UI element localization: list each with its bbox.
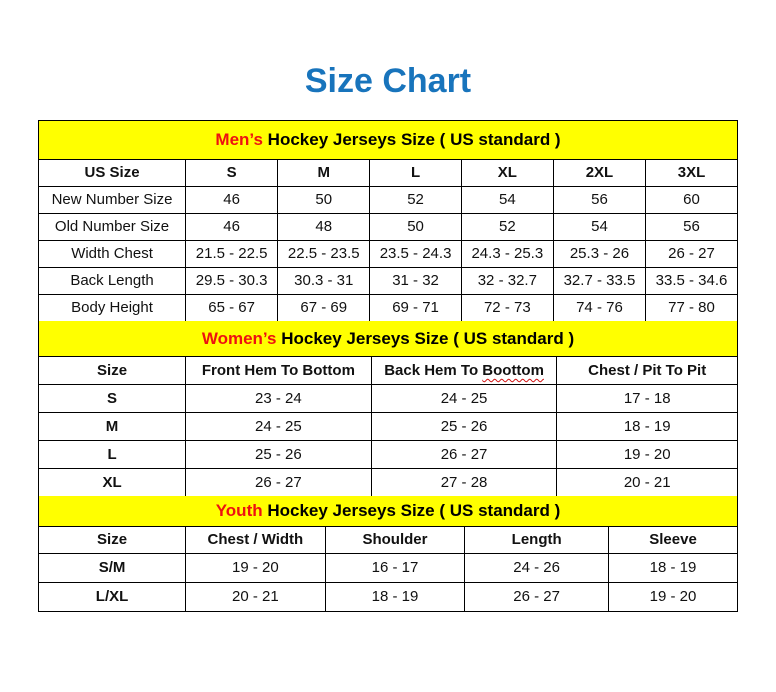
page-title: Size Chart: [304, 62, 472, 100]
youth-section-title: Hockey Jerseys Size ( US standard ): [262, 501, 561, 520]
youth-row-label: L/XL: [39, 582, 186, 611]
mens-column-header-3: L: [370, 160, 461, 186]
youth-row-l-xl: [39, 582, 737, 611]
womens-value-cell: 19 - 20: [557, 440, 737, 468]
youth-value-cell: 18 - 19: [609, 553, 737, 582]
mens-value-cell: 23.5 - 24.3: [370, 240, 461, 267]
mens-value-cell: 50: [370, 213, 461, 240]
womens-column-header-2: Back Hem To Boottom: [371, 357, 557, 384]
womens-row-label: L: [39, 440, 186, 468]
womens-column-header-3: Chest / Pit To Pit: [557, 357, 737, 384]
misspelled-word-squiggle: Boottom: [482, 361, 544, 379]
youth-column-header-3: Length: [465, 527, 609, 553]
mens-value-cell: 32.7 - 33.5: [553, 267, 645, 294]
mens-row-label: New Number Size: [39, 186, 186, 213]
womens-row-l: [39, 440, 737, 468]
mens-value-cell: 60: [646, 186, 737, 213]
womens-value-cell: 27 - 28: [371, 468, 557, 496]
mens-value-cell: 56: [646, 213, 737, 240]
youth-section-accent: Youth: [215, 501, 263, 520]
womens-size-table: [39, 357, 737, 496]
mens-value-cell: 30.3 - 31: [278, 267, 370, 294]
mens-value-cell: 72 - 73: [461, 294, 553, 321]
mens-value-cell: 77 - 80: [646, 294, 737, 321]
womens-section-title: Hockey Jerseys Size ( US standard ): [276, 328, 575, 348]
womens-value-cell: 20 - 21: [557, 468, 737, 496]
mens-value-cell: 54: [553, 213, 645, 240]
mens-value-cell: 52: [370, 186, 461, 213]
mens-value-cell: 22.5 - 23.5: [278, 240, 370, 267]
mens-value-cell: 69 - 71: [370, 294, 461, 321]
mens-value-cell: 46: [186, 213, 278, 240]
youth-header-row: [39, 527, 737, 553]
mens-value-cell: 46: [186, 186, 278, 213]
mens-value-cell: 26 - 27: [646, 240, 737, 267]
mens-row-back-length: [39, 267, 737, 294]
womens-row-xl: [39, 468, 737, 496]
mens-row-label: Body Height: [39, 294, 186, 321]
mens-value-cell: 33.5 - 34.6: [646, 267, 737, 294]
mens-value-cell: 31 - 32: [370, 267, 461, 294]
mens-column-header-0: US Size: [39, 160, 186, 186]
mens-value-cell: 65 - 67: [186, 294, 278, 321]
mens-column-header-2: M: [278, 160, 370, 186]
youth-column-header-2: Shoulder: [325, 527, 465, 553]
mens-row-old-number-size: [39, 213, 737, 240]
youth-size-table: [39, 527, 737, 611]
womens-column-header-1: Front Hem To Bottom: [186, 357, 372, 384]
youth-row-s-m: [39, 553, 737, 582]
womens-column-header-0: Size: [39, 357, 186, 384]
mens-value-cell: 54: [461, 186, 553, 213]
mens-section-title: Hockey Jerseys Size ( US standard ): [262, 130, 561, 149]
mens-value-cell: 32 - 32.7: [461, 267, 553, 294]
mens-row-label: Old Number Size: [39, 213, 186, 240]
mens-row-body-height: [39, 294, 737, 321]
mens-value-cell: 74 - 76: [553, 294, 645, 321]
size-chart-box: [38, 120, 738, 612]
womens-row-label: S: [39, 384, 186, 412]
womens-value-cell: 17 - 18: [557, 384, 737, 412]
mens-column-header-6: 3XL: [646, 160, 737, 186]
youth-row-label: S/M: [39, 553, 186, 582]
mens-row-label: Back Length: [39, 267, 186, 294]
womens-value-cell: 23 - 24: [186, 384, 372, 412]
womens-value-cell: 18 - 19: [557, 412, 737, 440]
mens-value-cell: 29.5 - 30.3: [186, 267, 278, 294]
mens-row-width-chest: [39, 240, 737, 267]
youth-column-header-4: Sleeve: [609, 527, 737, 553]
youth-value-cell: 26 - 27: [465, 582, 609, 611]
mens-row-label: Width Chest: [39, 240, 186, 267]
womens-value-cell: 26 - 27: [186, 468, 372, 496]
womens-row-label: M: [39, 412, 186, 440]
mens-header-row: [39, 160, 737, 186]
youth-value-cell: 16 - 17: [325, 553, 465, 582]
mens-section-accent: Men’s: [215, 130, 263, 149]
youth-value-cell: 18 - 19: [325, 582, 465, 611]
youth-value-cell: 19 - 20: [609, 582, 737, 611]
mens-row-new-number-size: [39, 186, 737, 213]
youth-column-header-1: Chest / Width: [186, 527, 326, 553]
youth-column-header-0: Size: [39, 527, 186, 553]
mens-value-cell: 67 - 69: [278, 294, 370, 321]
mens-value-cell: 21.5 - 22.5: [186, 240, 278, 267]
womens-row-s: [39, 384, 737, 412]
womens-value-cell: 24 - 25: [371, 384, 557, 412]
mens-value-cell: 48: [278, 213, 370, 240]
womens-row-label: XL: [39, 468, 186, 496]
mens-value-cell: 24.3 - 25.3: [461, 240, 553, 267]
mens-column-header-4: XL: [461, 160, 553, 186]
womens-row-m: [39, 412, 737, 440]
youth-value-cell: 20 - 21: [186, 582, 326, 611]
womens-header-row: [39, 357, 737, 384]
mens-column-header-5: 2XL: [553, 160, 645, 186]
youth-value-cell: 24 - 26: [465, 553, 609, 582]
mens-value-cell: 25.3 - 26: [553, 240, 645, 267]
womens-value-cell: 24 - 25: [186, 412, 372, 440]
youth-value-cell: 19 - 20: [186, 553, 326, 582]
womens-value-cell: 25 - 26: [186, 440, 372, 468]
mens-value-cell: 52: [461, 213, 553, 240]
mens-section-header: [39, 121, 737, 160]
womens-section-accent: Women’s: [201, 328, 277, 348]
mens-size-table: [39, 160, 737, 321]
mens-column-header-1: S: [186, 160, 278, 186]
youth-section-header: [39, 496, 737, 527]
mens-value-cell: 50: [278, 186, 370, 213]
womens-value-cell: 25 - 26: [371, 412, 557, 440]
mens-value-cell: 56: [553, 186, 645, 213]
womens-value-cell: 26 - 27: [371, 440, 557, 468]
womens-section-header: [39, 321, 737, 357]
